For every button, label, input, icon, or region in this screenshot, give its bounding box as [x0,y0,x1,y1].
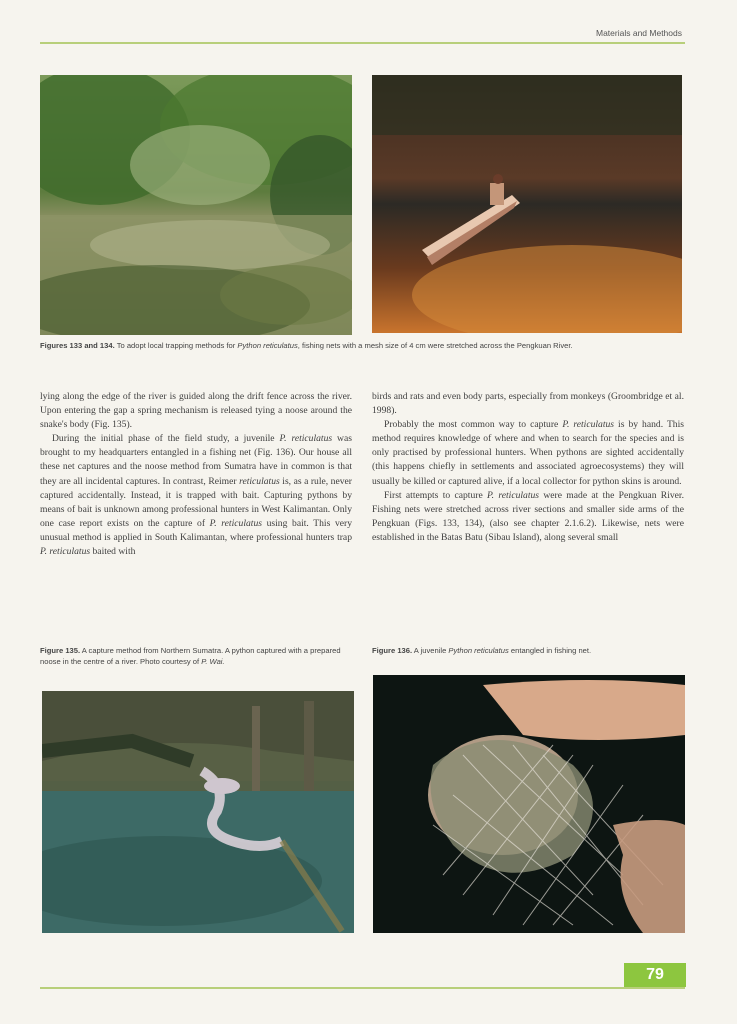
text-run: During the initial phase of the field study, a juvenile [52,433,280,445]
paragraph: birds and rats and even body parts, especially from monkeys (Groombridge et al. 1998). [372,391,684,417]
text-run: Probably the most common way to capture [384,419,563,431]
body-column-left [40,390,352,559]
caption-text: entangled in fishing net. [508,646,592,655]
figure-135-photo [42,691,354,933]
paragraph: lying along the edge of the river is guided along the drift fence across the river. Upon entering the gap a spring mechanism is released tying a noose around the snake's body (Fig. 135). [40,391,352,431]
caption-label: Figures 133 and 134. [40,341,115,350]
caption-text: To adopt local trapping methods for [114,341,238,350]
paragraph [40,432,352,559]
figure-136-photo [373,675,685,933]
text-run: was brought to my headquarters entangled in a fishing net (Fig. 136). Our house all these net captures and the noose method from Sumatra have in common is that they are all incidental captures. In contrast, Reimer [40,433,352,487]
caption-text: A capture method from Northern Sumatra. A python captured with a prepared noose in the centre of a river. Photo courtesy of [40,646,341,666]
footer-rule [40,987,685,989]
text-run: First attempts to capture [384,489,488,501]
caption-species: P. Wai. [201,656,225,666]
caption-species: Python reticulatus [237,341,298,350]
header-rule [40,42,685,44]
paragraph [372,489,684,545]
body-column-right [372,390,684,545]
running-head: Materials and Methods [596,28,682,38]
text-run: baited with [90,546,136,558]
species-name: P. reticulatus [562,419,615,431]
figure-133-photo [40,75,352,335]
text-run: is, as a rule, never captured accidentally. Instead, it is trapped with bait. Capturing pythons by means of bait is unknown among professional hunters in West Kalimantan. Only one case report exists on the capture of [40,475,352,529]
figure-135-caption [40,646,354,667]
paragraph [372,418,684,488]
species-name: P. reticulatus [40,546,91,558]
species-name: reticulatus [239,475,280,487]
figure-134-photo [372,75,682,333]
figure-133-134-caption [40,341,686,352]
species-name: P. reticulatus [487,489,540,501]
text-run: is by hand. This method requires knowledge of where and when to search for the species and is only practised by professional hunters. When pythons are sighted accidentally (this happens chiefly in settlements and associated agroecosystems) they will usually be killed or captured alive, if a local collector for python skins is around. [372,419,684,487]
caption-text: A juvenile [412,646,449,655]
figure-136-caption [372,646,684,657]
species-name: P. reticulatus [209,517,262,529]
text-run: were made at the Pengkuan River. Fishing nets were stretched across river sections and smaller side arms of the Pengkuan (Figs. 133, 134), (also see chapter 2.1.6.2). Likewise, nets were established in the Batas Batu (Sibau Island), along several small [372,489,684,543]
caption-species: Python reticulatus [448,646,509,655]
caption-text: , fishing nets with a mesh size of 4 cm were stretched across the Pengkuan River. [297,341,573,350]
caption-label: Figure 136. [372,646,413,655]
species-name: P. reticulatus [279,433,333,445]
page-number: 79 [624,963,686,987]
text-run: using bait. This very unusual method is applied in South Kalimantan, where professional hunters trap [40,517,352,543]
caption-label: Figure 135. [40,646,81,655]
